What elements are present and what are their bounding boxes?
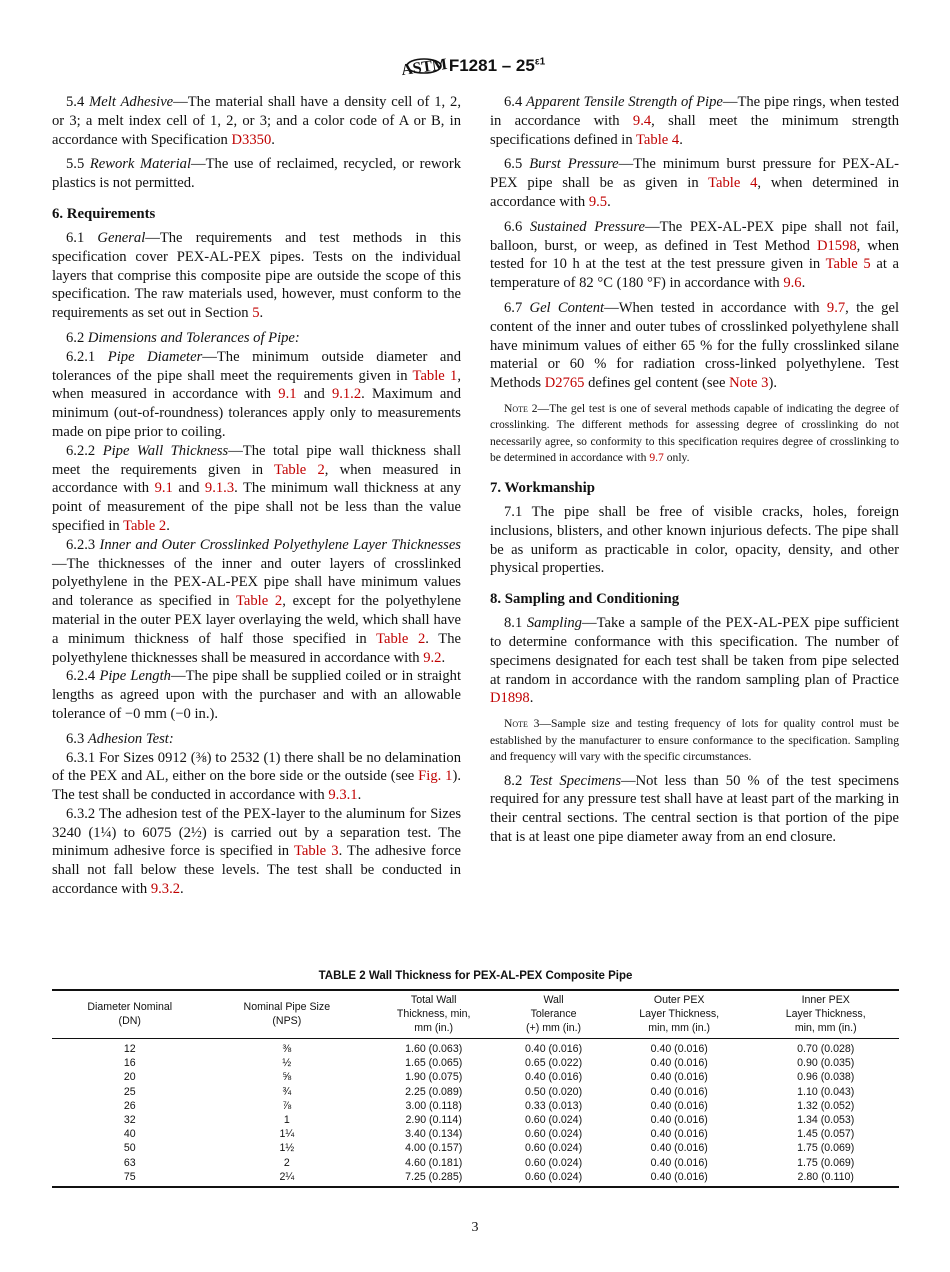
table-cell: 0.40 (0.016) [650, 1170, 708, 1183]
reference-link[interactable]: Table 2 [274, 461, 325, 478]
text: 8. Sampling and Conditioning [490, 591, 680, 608]
paragraph [52, 348, 461, 442]
text: —The minimum burst pressure for PEX-AL-PEX pipe shall be as given in [490, 156, 900, 192]
text: , when measured in accordance with [52, 367, 461, 403]
note-label: Note 2 [504, 401, 538, 415]
table-cell: 1.75 (0.069) [797, 1156, 855, 1169]
table-cell: 0.40 (0.016) [650, 1142, 708, 1155]
table-cell: 1.10 (0.043) [797, 1085, 855, 1098]
text: 6.2 [66, 329, 88, 346]
text: —Not less than 50 % of the test specimens required for any pressure test shall have at least part of the marking in their central sections. The central section is that portion of the pipe that is at least one pipe diameter away from an end closure. [490, 772, 900, 846]
paragraph [52, 229, 461, 323]
paragraph [52, 93, 461, 149]
column-header [501, 990, 606, 1039]
table-cell: 0.40 (0.016) [524, 1071, 583, 1084]
text: 6.3 [66, 730, 88, 747]
page-header [0, 50, 950, 82]
reference-link[interactable]: 9.3.2 [150, 881, 181, 898]
table-row [52, 1156, 899, 1170]
reference-link[interactable]: D1598 [816, 237, 857, 254]
section-heading [490, 590, 899, 608]
table-cell: 1½ [279, 1142, 295, 1155]
table-cell: 0.40 (0.016) [650, 1099, 708, 1112]
table-cell: 26 [123, 1099, 136, 1112]
reference-link[interactable]: D3350 [231, 131, 272, 148]
text: 5.4 [66, 94, 90, 110]
note [490, 716, 899, 766]
text: —The pipe shall be supplied coiled or in straight lengths as agreed upon with the purchaser and with an allowable tolerance of −0 mm (−0 in.). [52, 668, 462, 722]
note-label: Note 3 [504, 717, 540, 731]
column-header-line: (+) mm (in.) [526, 1022, 582, 1034]
text: 6.2.3 [66, 536, 100, 553]
table-cell: 25 [123, 1085, 136, 1098]
paragraph [490, 155, 899, 211]
table-cell: 50 [123, 1142, 136, 1155]
text: 6.3.2 The adhesion test of the PEX-layer to the aluminum for Sizes 3240 (1¼) to 6075 (2½) is carried out by a separation test. The minimum adhesive force is specified in [52, 805, 461, 860]
text: 6.6 [504, 218, 530, 235]
table-cell: 0.60 (0.024) [524, 1142, 583, 1155]
text: , when tested for 10 h at the test at the test pressure given in [490, 237, 899, 273]
text: 6.1 [66, 229, 98, 246]
table-cell: 2.80 (0.110) [797, 1170, 854, 1183]
table-cell: ¾ [282, 1085, 292, 1098]
right-column [490, 93, 899, 847]
table-row [52, 1170, 899, 1187]
column-header-line: (DN) [118, 1015, 141, 1027]
reference-link[interactable]: D2765 [544, 375, 585, 392]
table-cell: 1¼ [279, 1128, 295, 1141]
text: , the gel content of the inner and outer tubes of crosslinked polyethylene shall have minimum values of either 65 % for the fully crosslinked silane material or 60 % for radiation cross-linked polyethylene. Test Methods [490, 299, 900, 392]
text: . [441, 649, 446, 666]
column-header-line: Tolerance [530, 1008, 577, 1020]
table-row [52, 1099, 899, 1113]
text: . [271, 131, 275, 148]
italic-title: Test Specimens [529, 772, 622, 789]
text: 6.3.1 For Sizes 0912 (⅜) to 2532 (1) there shall be no delamination of the PEX and AL, either on the bore side or the outside (see [52, 749, 461, 785]
text: , when determined in accordance with [490, 175, 899, 210]
italic-title: General [97, 229, 146, 246]
table-cell: 0.60 (0.024) [524, 1128, 583, 1141]
text: at a temperature of 82 °C (180 °F) in accordance with [490, 256, 899, 292]
text: —The material shall have a density cell of 1, 2, or 3; a melt index cell of 1, 2, or 3; and a color code of A or B, in accordance with Specification [52, 94, 461, 148]
section-heading [52, 205, 461, 223]
table-cell: 2.90 (0.114) [405, 1114, 462, 1127]
table-row [52, 1056, 899, 1070]
column-header [207, 990, 366, 1039]
text: —The use of reclaimed, recycled, or rework plastics is not permitted. [52, 156, 462, 192]
reference-link[interactable]: 9.4 [632, 112, 652, 129]
text: . The minimum wall thickness at any point of measurement of the pipe shall not be less than the value specified in [52, 480, 462, 534]
reference-link[interactable]: Table 4 [636, 131, 680, 148]
column-header-line: mm (in.) [414, 1022, 454, 1034]
table-row [52, 1127, 899, 1141]
reference-link[interactable]: Fig. 1 [418, 768, 453, 785]
reference-link[interactable]: Table 5 [825, 256, 871, 273]
table-cell: 63 [123, 1156, 136, 1169]
column-header-line: Diameter Nominal [87, 1001, 173, 1013]
table-cell: 0.33 (0.013) [524, 1099, 583, 1112]
italic-title: Pipe Diameter [107, 348, 203, 365]
table-row [52, 1085, 899, 1099]
paragraph [52, 329, 461, 348]
table-cell: 1.60 (0.063) [405, 1043, 463, 1055]
text: 8.2 [504, 772, 530, 789]
text: —The minimum outside diameter and tolerances of the pipe shall meet the requirements given in [52, 348, 461, 384]
text: . [259, 305, 264, 322]
column-header-line: Wall [543, 994, 564, 1006]
text: . [801, 275, 806, 292]
paragraph [52, 442, 461, 536]
table-cell: 2¼ [279, 1170, 295, 1183]
document-designation: $F1281 - 25^{\varepsilon 1}$ [448, 56, 546, 75]
table-cell: 1 [283, 1114, 290, 1127]
text: , when measured in accordance with [52, 461, 461, 497]
text: 6.5 [504, 156, 530, 173]
paragraph [490, 93, 899, 149]
reference-link[interactable]: Note 3 [729, 375, 769, 392]
text: 6.7 [504, 299, 530, 316]
reference-link[interactable]: 9.3.1 [328, 787, 358, 804]
italic-title: Gel Content [529, 299, 605, 316]
paragraph [52, 730, 461, 749]
reference-link[interactable]: Table 1 [412, 367, 458, 384]
text: and [172, 480, 205, 497]
table-cell: 4.00 (0.157) [405, 1142, 463, 1155]
text: —Sample size and testing frequency of lots for quality control must be established by the manufacturer to ensure conformance to the specification. Sampling and frequency will vary with the specific circumstances. [490, 717, 899, 764]
reference-link[interactable]: Table 2 [236, 593, 283, 610]
column-header-line: Nominal Pipe Size [243, 1001, 331, 1013]
italic-title: Melt Adhesive [89, 94, 174, 110]
text: . [679, 131, 683, 148]
table-cell: 16 [123, 1057, 136, 1070]
table-cell: 0.70 (0.028) [797, 1043, 855, 1055]
column-header-line: min, mm (in.) [648, 1022, 711, 1034]
paragraph [490, 503, 899, 578]
paragraph [490, 614, 899, 708]
column-header-line: Total Wall [410, 994, 457, 1006]
table-cell: 0.40 (0.016) [650, 1156, 708, 1169]
paragraph [52, 155, 461, 193]
text: ). [768, 375, 777, 392]
column-header-line: Inner PEX [801, 994, 850, 1006]
reference-link[interactable]: Table 2 [376, 630, 426, 647]
wall-thickness-table [52, 989, 899, 1188]
text: 5.5 [66, 156, 90, 173]
italic-title: Burst Pressure [529, 156, 619, 173]
table-cell: 0.40 (0.016) [650, 1043, 708, 1055]
text: 6.2.4 [66, 668, 100, 685]
text: 8.1 [504, 615, 527, 632]
paragraph [52, 749, 461, 805]
text: 7.1 The pipe shall be free of visible cracks, holes, foreign inclusions, blisters, and other known injurious defects. The pipe shall be as uniform as practicable in color, opacity, density, and other physical properties. [490, 503, 899, 577]
text: , except for the polyethylene material in the outer PEX layer overlaying the weld, which shall have a minimum thickness of half those specified in [52, 593, 461, 647]
reference-link[interactable]: 5 [252, 305, 260, 322]
table-cell: 3.00 (0.118) [405, 1099, 462, 1112]
text: . [607, 193, 611, 210]
column-header [752, 990, 899, 1039]
paragraph [490, 772, 899, 847]
table-cell: 20 [123, 1071, 136, 1084]
table-cell: 0.65 (0.022) [524, 1057, 583, 1070]
paragraph [52, 536, 461, 668]
reference-link[interactable]: 9.5 [588, 193, 608, 210]
table-cell: 75 [123, 1170, 136, 1183]
italic-title: Adhesion Test: [87, 730, 174, 747]
column-header-line: min, mm (in.) [794, 1022, 857, 1034]
astm-logo-icon [399, 50, 449, 82]
table-cell: 12 [123, 1043, 136, 1055]
reference-link[interactable]: Table 2 [123, 517, 167, 534]
italic-title: Apparent Tensile Strength of Pipe [526, 94, 723, 110]
table-cell: 0.40 (0.016) [524, 1043, 583, 1055]
table-row [52, 1141, 899, 1155]
reference-link[interactable]: 9.6 [783, 275, 802, 292]
text: ). The test shall be conducted in accordance with [52, 768, 461, 804]
column-header [52, 990, 207, 1039]
table-row [52, 1113, 899, 1127]
table-cell: ½ [282, 1057, 292, 1070]
paragraph [52, 805, 461, 899]
column-header-line: (NPS) [272, 1015, 302, 1027]
text: . The polyethylene thicknesses shall be measured in accordance with [52, 630, 461, 666]
reference-link[interactable]: Table 4 [708, 175, 758, 192]
table-cell: 1.90 (0.075) [405, 1071, 463, 1084]
table-cell: ⅞ [282, 1099, 292, 1112]
column-header-line: Layer Thickness, [639, 1008, 720, 1020]
italic-title: Inner and Outer Crosslinked Polyethylene Layer Thicknesses [99, 536, 461, 553]
italic-title: Pipe Length [99, 668, 171, 685]
italic-title: Dimensions and Tolerances of Pipe: [87, 329, 300, 346]
reference-link[interactable]: 9.2 [423, 649, 442, 666]
table-cell: 1.34 (0.053) [797, 1114, 855, 1127]
italic-title: Sustained Pressure [529, 218, 645, 235]
table-cell: 0.60 (0.024) [524, 1170, 583, 1183]
table-cell: 1.45 (0.057) [797, 1128, 855, 1141]
text: —When tested in accordance with [604, 299, 827, 316]
table-cell: 0.40 (0.016) [650, 1085, 708, 1098]
text: 6.2.2 [66, 442, 103, 459]
text: . [180, 881, 184, 898]
text: . The adhesive force shall not fall below these levels. The test shall be conducted in accordance with [52, 843, 461, 898]
table-cell: 0.40 (0.016) [650, 1071, 708, 1084]
note [490, 401, 899, 467]
table-caption: TABLE 2 Wall Thickness for PEX-AL-PEX Composite Pipe [318, 970, 633, 982]
table-cell: 1.65 (0.065) [405, 1057, 463, 1070]
table-row [52, 1039, 899, 1057]
reference-link[interactable]: D1898 [490, 690, 530, 707]
table-cell: 32 [123, 1114, 136, 1127]
table-cell: 40 [123, 1128, 136, 1141]
reference-link[interactable]: 9.1 [154, 480, 173, 497]
section-heading [490, 479, 899, 497]
reference-link[interactable]: 9.1.3 [204, 480, 235, 497]
table-cell: 2.25 (0.089) [405, 1085, 463, 1098]
italic-title: Pipe Wall Thickness [102, 442, 229, 459]
table-cell: 1.32 (0.052) [797, 1099, 855, 1112]
text: . [529, 690, 534, 707]
table-cell: 0.60 (0.024) [524, 1156, 583, 1169]
table-cell: 3.40 (0.134) [405, 1128, 463, 1141]
text: 7. Workmanship [490, 479, 595, 496]
svg-text:ASTM: ASTM [399, 55, 449, 80]
text: —The PEX-AL-PEX pipe shall not fail, balloon, burst, or weep, as defined in Test Method [490, 218, 900, 254]
text: 6. Requirements [52, 205, 156, 222]
table-row [52, 1070, 899, 1084]
table-cell: ⅜ [282, 1043, 292, 1055]
reference-link[interactable]: 9.7 [826, 299, 846, 316]
text: 6.2.1 [66, 348, 108, 365]
text: —The thicknesses of the inner and outer layers of crosslinked polyethylene in the PEX-AL-PEX pipe shall have minimum values and tolerance as specified in [52, 555, 461, 610]
text: defines gel content (see [584, 375, 730, 392]
reference-link[interactable]: 9.1 [278, 386, 297, 403]
text: , shall meet the minimum strength specifications defined in [490, 112, 900, 148]
text: —Take a sample of the PEX-AL-PEX pipe sufficient to determine conformance with this specification. The number of specimens designated for each test shall be taken from pipe selected at random in accordance with the random sampling plan of Practice [490, 615, 899, 688]
text: —The pipe rings, when tested in accordance with [490, 94, 899, 129]
text: . [166, 517, 170, 534]
text: 6.4 [504, 94, 527, 110]
left-column [52, 93, 461, 899]
table-header-row [52, 990, 899, 1039]
table-cell: 0.40 (0.016) [650, 1057, 708, 1070]
table-cell: 0.50 (0.020) [524, 1085, 583, 1098]
column-header [366, 990, 501, 1039]
reference-link[interactable]: Table 3 [293, 843, 339, 860]
table-cell: 0.40 (0.016) [650, 1114, 708, 1127]
paragraph [490, 218, 899, 293]
table-cell: ⅝ [282, 1071, 292, 1084]
italic-title: Sampling [526, 615, 582, 632]
text: . [357, 787, 362, 804]
column-header-line: Outer PEX [653, 994, 705, 1006]
table-cell: 2 [283, 1156, 290, 1169]
table-cell: 0.96 (0.038) [797, 1071, 855, 1084]
column-header [606, 990, 753, 1039]
reference-link[interactable]: 9.1.2 [331, 386, 362, 403]
column-header-line: Thickness, min, [396, 1008, 471, 1020]
text: . Maximum and minimum (out-of-roundness) tolerances apply only to measurements made on pipe prior to coiling. [52, 386, 461, 440]
table-cell: 1.75 (0.069) [797, 1142, 855, 1155]
table-cell: 0.60 (0.024) [524, 1114, 583, 1127]
paragraph [490, 299, 899, 393]
table-cell: 0.90 (0.035) [797, 1057, 855, 1070]
column-header-line: Layer Thickness, [785, 1008, 866, 1020]
reference-link[interactable]: 9.7 [649, 451, 664, 465]
table-cell: 4.60 (0.181) [405, 1156, 463, 1169]
text: —The gel test is one of several methods capable of indicating the degree of crosslinking. The different methods for assessing degree of crosslinking do not necessarily agree, so conformity to this specification requires degree of crosslinking to be determined in accordance with [490, 401, 899, 465]
table-cell: 0.40 (0.016) [650, 1128, 708, 1141]
text: —The requirements and test methods in this specification cover PEX-AL-PEX pipes. Tests on the individual layers that comprise this composite pipe are outside the scope of this specification. The raw materials used, however, must conform to the requirements as set out in Section [52, 229, 461, 322]
page-number: 3 [471, 1220, 479, 1235]
text: and [296, 386, 332, 403]
text: only. [663, 451, 690, 465]
paragraph [52, 667, 461, 723]
table-cell: 7.25 (0.285) [405, 1170, 463, 1183]
text: —The total pipe wall thickness shall meet the requirements given in [52, 442, 462, 478]
italic-title: Rework Material [89, 156, 192, 173]
